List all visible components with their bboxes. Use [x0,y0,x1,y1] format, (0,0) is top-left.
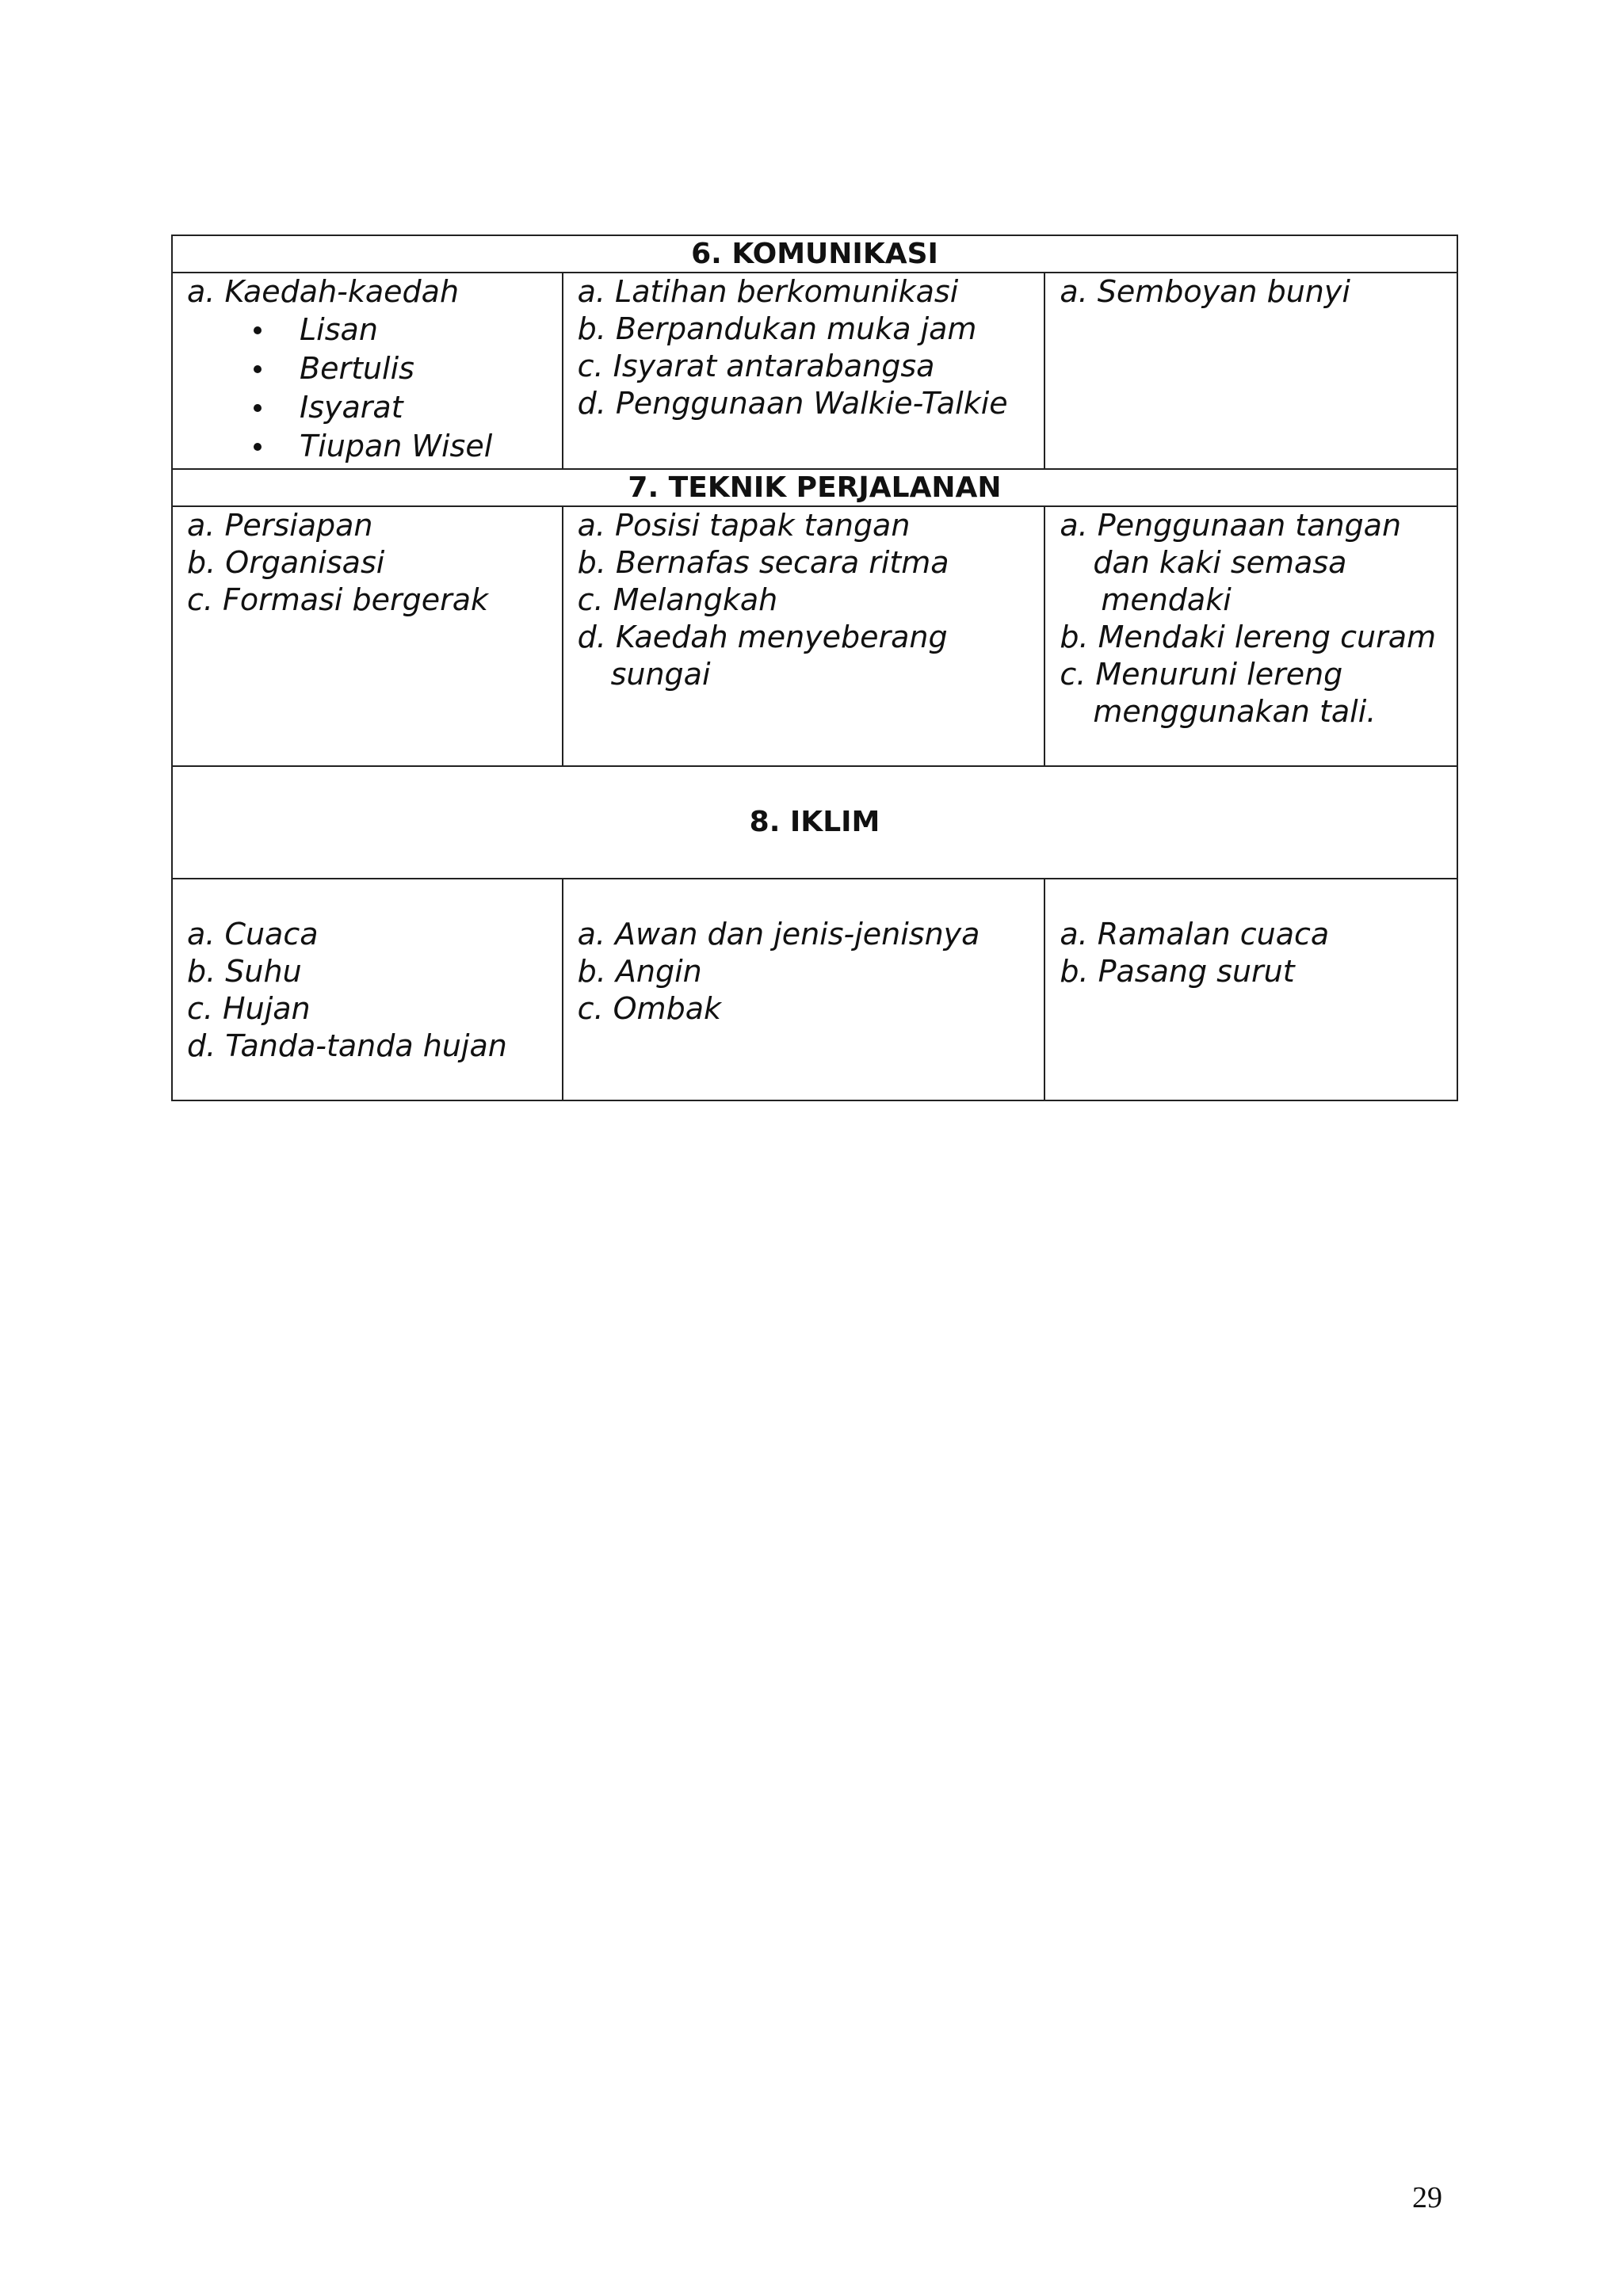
section-header-row [172,235,1457,273]
iklim-col2 [563,879,1045,1100]
section-content-row [172,879,1457,1100]
list-item: a. Persiapan [187,508,373,543]
list-item: b. Suhu [187,954,302,989]
list-item: c. Formasi bergerak [187,582,489,617]
list-item: c. Isyarat antarabangsa [577,349,935,383]
bullet-icon [254,443,262,451]
list-item: a. Cuaca [187,917,319,952]
section-title-komunikasi: 6. KOMUNIKASI [172,235,1457,273]
list-item: c. Hujan [187,991,311,1026]
bullet-icon [254,365,262,373]
list-item: b. Berpandukan muka jam [577,311,977,346]
list-item: b. Bernafas secara ritma [577,545,949,580]
section-content-row [172,506,1457,766]
list-item-continuation: sungai [610,657,711,692]
bullet-item: Isyarat [187,388,549,427]
iklim-col1 [172,879,563,1100]
list-item-continuation: mendaki [1101,582,1232,617]
list-item-continuation: dan kaki semasa [1093,545,1347,580]
section-title-teknik-perjalanan: 7. TEKNIK PERJALANAN [172,469,1457,506]
list-item: b. Pasang surut [1060,954,1295,989]
komunikasi-col1 [172,273,563,469]
komunikasi-col1-heading: a. Kaedah-kaedah [187,274,460,309]
list-item: b. Organisasi [187,545,385,580]
komunikasi-bullet-list [187,311,549,466]
list-item: c. Menuruni lereng [1060,657,1343,692]
section-header-row [172,469,1457,506]
list-item: c. Ombak [577,991,721,1026]
list-item: a. Latihan berkomunikasi [577,274,959,309]
syllabus-table [171,235,1458,1101]
bullet-item: Tiupan Wisel [187,427,549,466]
bullet-item: Bertulis [187,349,549,388]
list-item: d. Tanda-tanda hujan [187,1028,507,1063]
list-item: b. Angin [577,954,702,989]
list-item: d. Kaedah menyeberang [577,620,948,654]
list-item: b. Mendaki lereng curam [1060,620,1437,654]
list-item-continuation: menggunakan tali. [1093,694,1377,729]
iklim-col3 [1044,879,1457,1100]
list-item: a. Semboyan bunyi [1060,274,1350,309]
bullet-item: Lisan [187,311,549,349]
list-item: a. Penggunaan tangan [1060,508,1402,543]
komunikasi-col2 [563,273,1045,469]
bullet-icon [254,326,262,334]
list-item: a. Awan dan jenis-jenisnya [577,917,980,952]
list-item: a. Posisi tapak tangan [577,508,911,543]
list-item: c. Melangkah [577,582,778,617]
page-number: 29 [1412,2181,1442,2214]
list-item: a. Ramalan cuaca [1060,917,1330,952]
section-title-iklim: 8. IKLIM [172,766,1457,879]
list-item: d. Penggunaan Walkie-Talkie [577,386,1008,421]
section-header-row [172,766,1457,879]
teknik-col2 [563,506,1045,766]
teknik-col3 [1044,506,1457,766]
section-content-row [172,273,1457,469]
komunikasi-col3 [1044,273,1457,469]
bullet-icon [254,404,262,412]
teknik-col1 [172,506,563,766]
